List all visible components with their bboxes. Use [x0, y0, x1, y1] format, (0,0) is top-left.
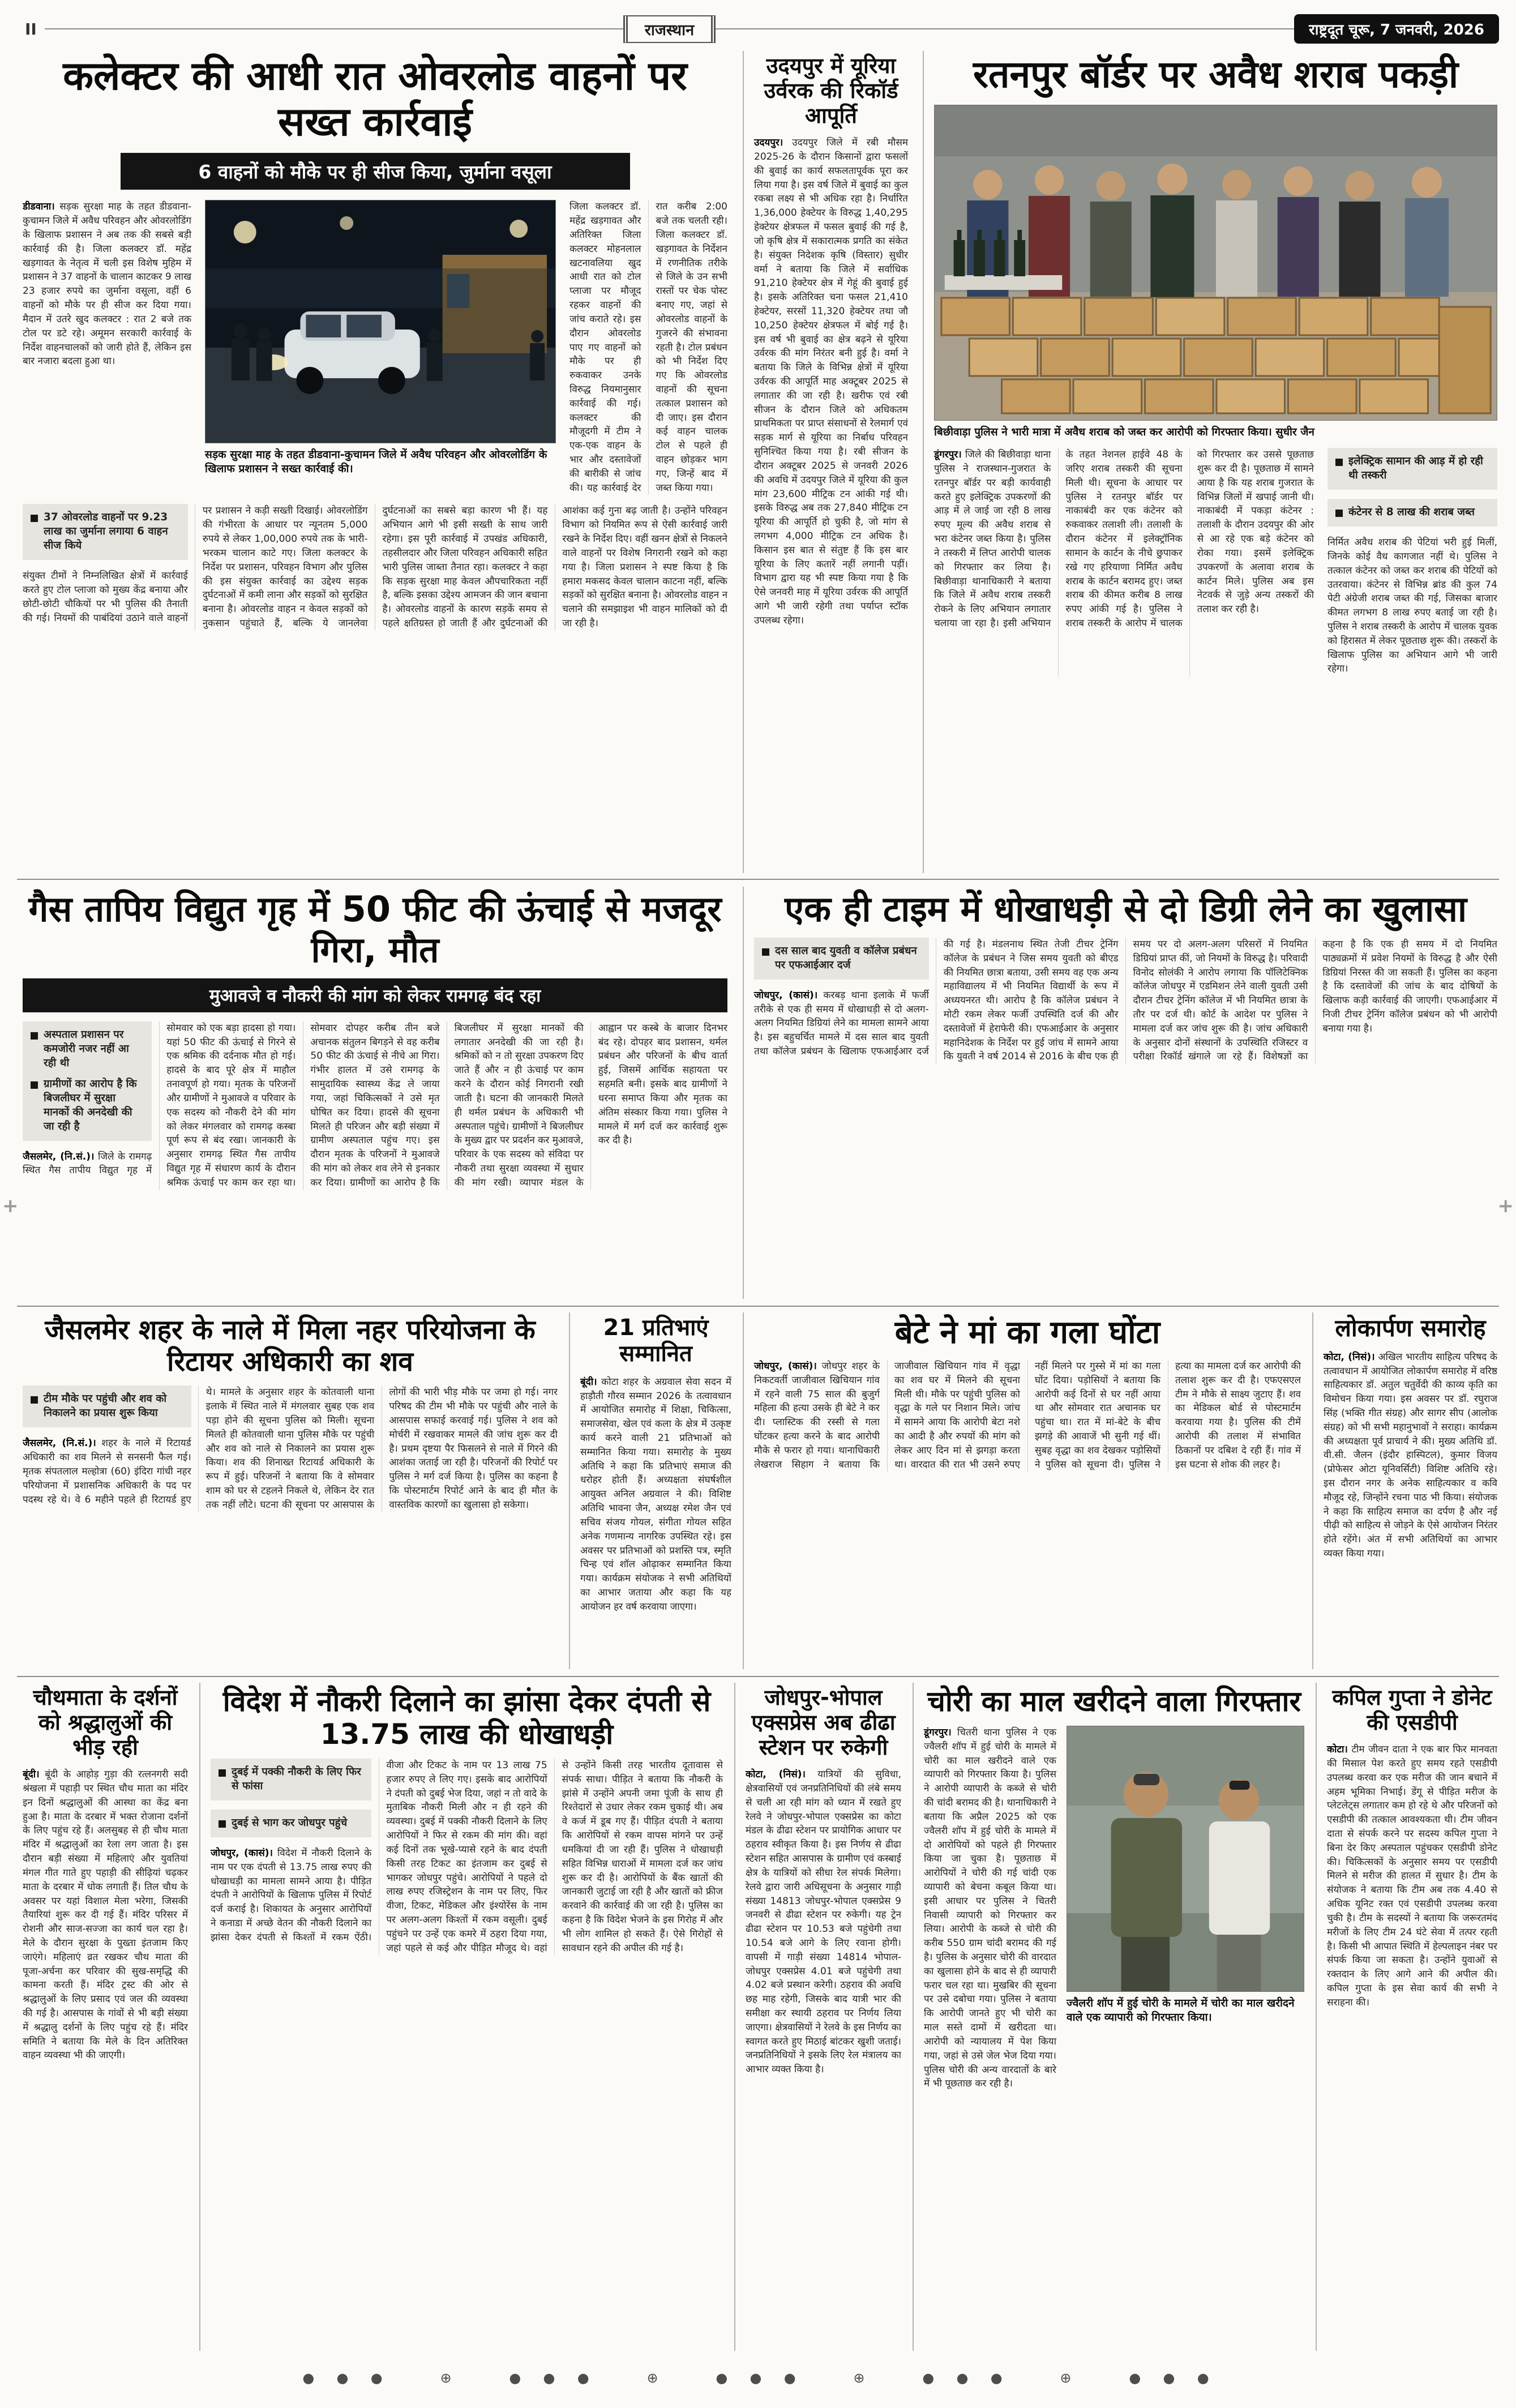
police-liquor-scene — [935, 105, 1497, 420]
article-body-in-drain — [23, 1312, 558, 1669]
arrested-trader-scene — [1067, 1726, 1304, 1991]
headline: विदेश में नौकरी दिलाने का झांसा देकर दंपती से 13.75 लाख की धोखाधड़ी — [222, 1685, 711, 1751]
article-chauth-mata — [23, 1683, 188, 2351]
edition-date: राष्ट्रदूत चूरू, 7 जनवरी, 2026 — [1294, 14, 1499, 44]
article-book-launch — [1312, 1312, 1497, 1669]
body-text: जिला कलक्टर डॉ. महेंद्र खड़गावत और अतिरिक्त जिला कलक्टर मोहनलाल खटनावलिया खुद आधी रात को टोल प्लाजा पर मौजूद रहकर वाहनों की जांच कराते रहे। इस दौरान ओवरलोड पाए गए वाहनों को मौके पर ही रुकवाकर उनके विरुद्ध नियमानुसार कार्रवाई की गई। कलक्टर की मौजूदगी में टीम ने एक-एक वाहन के भार और दस्तावेजों की बारीकी से जांच की। यह कार्रवाई देर रात करीब 2:00 बजे तक चलती रही। जिला कलक्टर डॉ. खड़गावत के निर्देशन में रणनीतिक तरीके से जिले के उन सभी रास्तों पर चेक पोस्ट बनाए गए, जहां से ओवरलोड वाहनों के गुजरने की संभावना रहती है। टोल प्रबंधन को भी निर्देश दिए गए कि ओवरलोड वाहनों की सूचना तत्काल प्रशासन को दी जाए। इस दौरान कई वाहन चालक टोल से पहले ही वाहन छोड़कर भाग गए, जिन्हें बाद में जब्त किया गया। — [569, 201, 727, 494]
article-urea-supply — [743, 51, 908, 873]
body-text: जिले के रामगढ़ स्थित गैस तापीय विद्युत गृह में सोमवार को एक बड़ा हादसा हो गया। यहां 50 फीट की ऊंचाई से गिरने से एक श्रमिक की दर्दनाक मौत हो गई। हादसे के बाद पूरे क्षेत्र में माहौल तनावपूर्ण हो गया। मृतक के परिजनों और ग्रामीणों ने मुआवजे व परिवार के एक सदस्य को नौकरी देने की मांग को लेकर मंगलवार को रामगढ़ कस्बा पूर्ण रूप से बंद रखा। जानकारी के अनुसार रामगढ़ स्थित गैस तापीय विद्युत गृह में संधारण कार्य के दौरान श्रमिक ऊंचाई पर काम कर रहा था। सोमवार दोपहर करीब तीन बजे अचानक संतुलन बिगड़ने से वह करीब 50 फीट की ऊंचाई से नीचे आ गिरा। गंभीर हालत में उसे रामगढ़ के सामुदायिक स्वास्थ्य केंद्र ले जाया गया, जहां चिकित्सकों ने उसे मृत घोषित कर दिया। हादसे की सूचना मिलते ही परिजन और बड़ी संख्या में ग्रामीण अस्पताल पहुंच गए। इस दौरान मृतक के परिजनों ने मुआवजे की मांग को लेकर शव लेने से इनकार कर दिया। ग्रामीणों का आरोप है कि बिजलीघर में सुरक्षा मानकों की लगातार अनदेखी की जा रही है। श्रमिकों को न तो सुरक्षा उपकरण दिए जाते हैं और न ही ऊंचाई पर काम करने के दौरान कोई निगरानी रखी जाती है। घटना की जानकारी मिलते ही थर्मल प्रबंधन के अधिकारी भी अस्पताल पहुंचे। ग्रामीणों ने बिजलीघर के मुख्य द्वार पर प्रदर्शन कर मुआवजे, परिवार के एक सदस्य को संविदा पर नौकरी तथा सुरक्षा व्यवस्था में सुधार की मांग रखी। व्यापार मंडल के आह्वान पर कस्बे के बाजार दिनभर बंद रहे। दोपहर बाद प्रशासन, थर्मल प्रबंधन और परिजनों के बीच वार्ता हुई, जिसमें आर्थिक सहायता पर सहमति बनी। इसके बाद ग्रामीणों ने धरना समाप्त किया और मृतक का अंतिम संस्कार किया गया। पुलिस ने मामले में मर्ग दर्ज कर कार्रवाई शुरू कर दी है। — [23, 1022, 727, 1188]
arrest-photo — [1067, 1726, 1304, 2091]
headline: लोकार्पण समारोह — [1335, 1314, 1486, 1342]
headline: चौथमाता के दर्शनों को श्रद्धालुओं की भीड़ रही — [33, 1685, 178, 1760]
dateline: बूंदी। — [23, 1769, 40, 1781]
dateline: कोटा। — [1327, 1744, 1348, 1756]
dateline: डूंगरपुर। — [924, 1727, 952, 1738]
article-body — [23, 1021, 727, 1190]
square-bullet-icon — [31, 1396, 38, 1404]
headline: जोधपुर-भोपाल एक्सप्रेस अब ढीढा स्टेशन पर रुकेगी — [751, 1685, 896, 1760]
crop-mark-right: + — [1497, 1195, 1514, 1217]
headline: चोरी का माल खरीदने वाला गिरफ्तार — [927, 1685, 1301, 1718]
highlight-text: दस साल बाद युवती व कॉलेज प्रबंधन पर एफआईआर दर्ज — [775, 944, 917, 971]
page-number: II — [17, 20, 45, 39]
highlight-box — [23, 1385, 191, 1427]
dateline: कोटा, (निसं)। — [1324, 1351, 1375, 1363]
highlight-text: टीम मौके पर पहुंची और शव को निकालने का प्रयास शुरू किया — [44, 1393, 167, 1419]
body-text: कोटा शहर के अग्रवाल सेवा सदन में हाड़ौती गौरव सम्मान 2026 के तत्वावधान में आयोजित समारोह में शिक्षा, चिकित्सा, समाजसेवा, खेल एवं कला के क्षेत्र में उत्कृष्ट कार्य करने वाली 21 प्रतिभाओं को सम्मानित किया गया। समारोह के मुख्य अतिथि ने कहा कि प्रतिभाएं समाज की धरोहर होती हैं। अध्यक्षता संघर्षशील आयुक्त अनिल अग्रवाल ने की। विशिष्ट अतिथि भावना जैन, अध्यक्ष रमेश जैन एवं सचिव संजय गोयल, संगीता गोयल सहित अनेक गणमान्य नागरिक उपस्थित रहे। इस अवसर पर प्रतिभाओं को प्रशस्ति पत्र, स्मृति चिन्ह एवं शॉल ओढ़ाकर सम्मानित किया गया। कार्यक्रम संयोजक ने सभी अतिथियों का आभार जताया और कहा कि यह आयोजन हर वर्ष करवाया जाएगा। — [580, 1376, 731, 1613]
article-body — [754, 938, 1497, 1064]
highlight-text: अस्पताल प्रशासन पर कमजोरी नजर नहीं आ रही थी — [44, 1028, 129, 1069]
dateline: जोधपुर, (कासं)। — [754, 1360, 817, 1372]
highlight-box — [23, 1021, 152, 1141]
highlight-box — [23, 504, 188, 560]
headline: गैस तापिय विद्युत गृह में 50 फीट की ऊंचाई से मजदूर गिरा, मौत — [28, 888, 722, 970]
body-text: करबड़ थाना इलाके में फर्जी तरीके से एक ही समय में धोखाधड़ी से दो अलग-अलग नियमित डिग्रियां लेने का मामला सामने आया है। इस बहुचर्चित मामले में दस साल बाद युवती तथा कॉलेज प्रबंधन के खिलाफ एफआईआर दर्ज की गई है। मंडलनाथ स्थित तेजी टीचर ट्रेनिंग कॉलेज के प्रबंधन ने जिस समय युवती को बीएड की नियमित छात्रा बताया, उसी समय वह एक अन्य महाविद्यालय में भी नियमित विद्यार्थी के रूप में अध्ययनरत थी। आरोप है कि कॉलेज प्रबंधन ने मोटी रकम लेकर फर्जी उपस्थिति दर्ज की और दस्तावेजों में हेराफेरी की। एफआईआर के अनुसार महानिदेशक के निर्देश पर हुई जांच में सामने आया कि युवती ने वर्ष 2014 से 2016 के बीच एक ही समय पर दो अलग-अलग परिसरों में नियमित डिग्रियां प्राप्त कीं, जो नियमों के विरुद्ध है। परिवादी विनोद सोलंकी ने आरोप लगाया कि पॉलिटेक्निक कॉलेज जोधपुर में एडमिशन लेने वाली युवती उसी दौरान टीचर ट्रेनिंग कॉलेज में भी नियमित छात्रा के तौर पर दर्ज थी। कोर्ट के आदेश पर पुलिस ने मामला दर्ज कर जांच शुरू की है। जांच अधिकारी के अनुसार दोनों संस्थानों के उपस्थिति रजिस्टर व परीक्षा रिकॉर्ड खंगाले जा रहे हैं। विशेषज्ञों का कहना है कि एक ही समय में दो नियमित पाठ्यक्रमों में प्रवेश नियमों के विरुद्ध है और ऐसी डिग्रियां निरस्त की जा सकती हैं। पुलिस का कहना है कि दस्तावेजों की जांच के बाद दोषियों के खिलाफ कड़ी कार्रवाई की जाएगी। एफआईआर में निजी टीचर ट्रेनिंग कॉलेज प्रबंधन को भी आरोपी बनाया गया है। — [754, 938, 1497, 1063]
dateline: जोधपुर, (कासं)। — [754, 989, 818, 1001]
body-text: निर्मित अवैध शराब की पेटियां भरी हुई मिलीं, जिनके कोई वैध कागजात नहीं थे। पुलिस ने तत्काल कंटेनर को जब्त कर शराब की पेटियों को उतरवाया। कंटेनर से विभिन्न ब्रांड की कुल 74 पेटी अंग्रेजी शराब जब्त की गई, जिसका बाजार कीमत लगभग 8 लाख रुपए बताई जा रही है। पुलिस ने शराब तस्करी के आरोप में चालक युवक को हिरासत में लेकर पूछताछ शुरू की। तस्करों के खिलाफ पुलिस का अभियान आगे भी जारी रहेगा। — [1327, 537, 1497, 675]
highlight-text: ग्रामीणों का आरोप है कि बिजलीघर में सुरक्षा मानकों की अनदेखी की जा रही है — [44, 1077, 137, 1132]
highlight-row — [31, 1028, 144, 1071]
crop-mark-left: + — [2, 1195, 19, 1217]
article-body — [1327, 536, 1497, 676]
article-body — [754, 1359, 1301, 1472]
headline: जैसलमेर शहर के नाले में मिला नहर परियोजना के रिटायर अधिकारी का शव — [45, 1314, 536, 1378]
article-mother-murder — [743, 1312, 1301, 1669]
body-text: बूंदी के आहोड़ गुड़ा की रत्लनगरी सदी श्रंखला में पहाड़ी पर स्थित चौथ माता का मंदिर इन दिनों श्रद्धालुओं की आस्था का केंद्र बना हुआ है। माता के दरबार में भक्त रोजाना दर्शनों के लिए पहुंच रहे हैं। अलसुबह से ही चौथ माता मंदिर में श्रद्धालुओं का रेला लग जाता है। इस दौरान बड़ी संख्या में महिलाएं और युवतियां मंगल गीत गाते हुए पहाड़ी की सीढ़ियां चढ़कर माता के दरबार में धोक लगाती हैं। तिल चौथ के अवसर पर यहां विशाल मेला भरेगा, जिसकी तैयारियां शुरू कर दी गई हैं। मंदिर परिसर में रोशनी और साज-सज्जा का कार्य चल रहा है। मेले के दौरान सुरक्षा के पुख्ता इंतजाम किए जाएंगे। महिलाएं व्रत रखकर चौथ माता की पूजा-अर्चना कर परिवार की सुख-समृद्धि की कामना करती हैं। मंदिर ट्रस्ट की ओर से श्रद्धालुओं के लिए प्रसाद एवं जल की व्यवस्था की गई है। आसपास के गांवों से भी बड़ी संख्या में श्रद्धालु दर्शनों के लिए पहुंच रहे हैं। मंदिर समिति ने बताया कि मेले के दिन अतिरिक्त वाहन व्यवस्था भी की जाएगी। — [23, 1769, 188, 2061]
highlight-text: दुबई से भाग कर जोधपुर पहुंचे — [232, 1816, 348, 1829]
dateline: डूंगरपुर। — [934, 449, 962, 461]
article-body — [211, 1759, 723, 1955]
highlight-box — [754, 938, 929, 980]
article-talents-honoured — [569, 1312, 731, 1669]
body-text: विदेश में नौकरी दिलाने के नाम पर एक दंपती से 13.75 लाख रुपए की धोखाधड़ी का मामला सामने आया है। पीड़ित दंपती ने आरोपियों के खिलाफ पुलिस में रिपोर्ट दर्ज कराई है। शिकायत के अनुसार आरोपियों ने कनाडा में अच्छे वेतन की नौकरी दिलाने का झांसा देकर दंपती से किश्तों में रकम ऐंठी। वीजा और टिकट के नाम पर 13 लाख 75 हजार रुपए ले लिए गए। इसके बाद आरोपियों ने दंपती को दुबई भेज दिया, जहां न तो वादे के मुताबिक नौकरी मिली और न ही रहने की व्यवस्था। दुबई में पक्की नौकरी दिलाने के लिए आरोपियों ने फिर से रकम की मांग की। वहां कई दिनों तक भूखे-प्यासे रहने के बाद दंपती किसी तरह टिकट का इंतजाम कर दुबई से भागकर जोधपुर पहुंचे। आरोपियों ने पहले दो लाख रुपए रजिस्ट्रेशन के नाम पर लिए, फिर वीजा, टिकट, मेडिकल और इंश्योरेंस के नाम पर अलग-अलग किश्तों में रकम वसूली। दुबई पहुंचने पर उन्हें एक कमरे में ठहरा दिया गया, जहां पहले से कई और पीड़ित मौजूद थे। वहां से उन्होंने किसी तरह भारतीय दूतावास से संपर्क साधा। पीड़ित ने बताया कि नौकरी के झांसे में उन्होंने अपनी जमा पूंजी के साथ ही रिश्तेदारों से उधार लेकर रकम चुकाई थी। अब वे कर्ज में डूब गए हैं। पीड़ित दंपती ने बताया कि आरोपियों से रकम वापस मांगने पर उन्हें धमकियां दी जा रही हैं। पुलिस ने धोखाधड़ी सहित विभिन्न धाराओं में मामला दर्ज कर जांच शुरू कर दी है। आरोपियों के बैंक खातों की जानकारी जुटाई जा रही है और खातों को फ्रीज करवाने की कार्रवाई की जा रही है। पुलिस का कहना है कि विदेश भेजने के इस गिरोह में और भी लोग शामिल हो सकते हैं। ऐसे गिरोहों से सावधान रहने की अपील की गई है। — [211, 1760, 723, 1954]
dateline: कोटा, (निसं)। — [746, 1769, 806, 1781]
section-rule — [17, 1306, 1499, 1307]
dateline: जैसलमेर, (नि.सं.)। — [23, 1150, 95, 1162]
square-bullet-icon — [31, 1032, 38, 1040]
highlight-box — [1327, 499, 1497, 527]
article-overload-action — [23, 51, 727, 873]
square-bullet-icon — [1335, 510, 1343, 517]
square-bullet-icon — [219, 1769, 226, 1777]
masthead — [17, 15, 1499, 43]
photo-frame — [934, 105, 1497, 421]
highlight-text: कंटेनर से 8 लाख की शराब जब्त — [1348, 506, 1475, 519]
square-bullet-icon — [31, 515, 38, 522]
article-body — [754, 136, 908, 627]
photo-caption: सड़क सुरक्षा माह के तहत डीडवाना-कुचामन जिले में अवैध परिवहन और ओवरलोडिंग के खिलाफ प्रशासन ने सख्त कार्रवाई की। — [205, 448, 547, 476]
section-rule — [17, 1676, 1499, 1677]
headline: 21 प्रतिभाएं सम्मानित — [603, 1315, 709, 1367]
article-body — [580, 1375, 731, 1614]
body-text: जोधपुर शहर के निकटवर्ती जाजीवाल खिचियान गांव में रहने वाली 75 साल की बुजुर्ग महिला की हत्या उसके ही बेटे ने कर दी। प्लास्टिक की रस्सी से गला घोंटकर हत्या करने के बाद आरोपी मौके से फरार हो गया। थानाधिकारी लेखराज सिहाग ने बताया कि जाजीवाल खिचियान गांव में वृद्धा का शव घर में मिलने की सूचना मिली थी। मौके पर पहुंची पुलिस को वृद्धा के गले पर निशान मिले। जांच में सामने आया कि आरोपी बेटा नशे का आदी है और रुपयों की मांग को लेकर आए दिन मां से झगड़ा करता था। वारदात की रात भी उसने रुपए नहीं मिलने पर गुस्से में मां का गला घोंट दिया। पड़ोसियों ने बताया कि आरोपी कई दिनों से घर नहीं आया था और सोमवार रात अचानक घर पहुंचा था। रात में मां-बेटे के बीच झगड़े की आवाजें भी सुनी गई थीं। सुबह वृद्धा का शव देखकर पड़ोसियों ने पुलिस को सूचना दी। पुलिस ने हत्या का मामला दर्ज कर आरोपी की तलाश शुरू कर दी है। एफएसएल टीम ने मौके से साक्ष्य जुटाए हैं। शव का मेडिकल बोर्ड से पोस्टमार्टम करवाया गया है। पुलिस की टीमें आरोपी की तलाश में संभावित ठिकानों पर दबिश दे रही हैं। गांव में इस घटना से शोक की लहर है। — [754, 1360, 1301, 1470]
body-text: अखिल भारतीय साहित्य परिषद के तत्वावधान में आयोजित लोकार्पण समारोह में वरिष्ठ साहित्यकार डॉ. अतुल चतुर्वेदी की काव्य कृति का विमोचन किया गया। इस अवसर पर डॉ. रघुराज सिंह (भक्ति गीत संग्रह) और सागर सीप (आलोक संग्रह) को भी सभी महानुभावों ने सराहा। कार्यक्रम की अध्यक्षता पूर्व प्राचार्य ने की। मुख्य अतिथि डॉ. वी.सी. जैलन (इंदौर हास्पिटल), कुमार विजय (प्रोफेसर ओटा यूनिवर्सिटी) विशिष्ट अतिथि रहे। इस दौरान नगर के अनेक साहित्यकार व कवि मौजूद रहे, जिन्होंने रचना पाठ भी किया। संयोजक ने कहा कि साहित्य समाज का दर्पण है और नई पीढ़ी को साहित्य से जोड़ने के ऐसे आयोजन निरंतर होते रहेंगे। अंत में सभी अतिथियों का आभार व्यक्त किया गया। — [1324, 1351, 1497, 1560]
article-worker-death — [23, 887, 727, 1299]
body-text: शहर के नाले में रिटायर्ड अधिकारी का शव मिलने से सनसनी फैल गई। मृतक संपतलाल मल्होत्रा (60) इंदिरा गांधी नहर परियोजना में प्रशासनिक अधिकारी के पद पर पदस्थ रहे थे। वे 6 महीने पहले ही रिटायर्ड हुए थे। मामले के अनुसार शहर के कोतवाली थाना इलाके में स्थित नाले में मंगलवार सुबह एक शव पड़ा होने की सूचना पुलिस को मिली। सूचना मिलते ही कोतवाली थाना पुलिस मौके पर पहुंची और शव को नाले से निकालने का प्रयास शुरू किया। शव की शिनाख्त रिटायर्ड अधिकारी के रूप में हुई। परिजनों ने बताया कि वे सोमवार शाम को घर से टहलने निकले थे, लेकिन देर रात तक नहीं लौटे। घटना की सूचना पर आसपास के लोगों की भारी भीड़ मौके पर जमा हो गई। नगर परिषद की टीम भी मौके पर पहुंची और नाले के आसपास सफाई करवाई गई। पुलिस ने शव को मोर्चरी में रखवाकर मामले की जांच शुरू कर दी है। प्रथम दृष्टया पैर फिसलने से नाले में गिरने की आशंका जताई जा रही है। परिजनों की रिपोर्ट पर पुलिस ने मर्ग दर्ज किया है। पुलिस का कहना है कि पोस्टमार्टम रिपोर्ट आने के बाद ही मौत के वास्तविक कारणों का खुलासा हो सकेगा। — [23, 1387, 558, 1511]
body-text: उदयपुर जिले में रबी मौसम 2025-26 के दौरान किसानों द्वारा फसलों की बुवाई का कार्य सफलतापूर्वक पूरा कर लिया गया है। इस वर्ष जिले में बुवाई का कुल रकबा लक्ष्य से भी अधिक रहा है। निर्धारित 1,36,000 हेक्टेयर के विरुद्ध 1,40,295 हेक्टेयर क्षेत्रफल में फसल बुवाई की गई है, जो कृषि क्षेत्र में सकारात्मक प्रगति का संकेत है। संयुक्त निदेशक कृषि (विस्तार) सुधीर वर्मा ने बताया कि जिले में सर्वाधिक 91,210 हेक्टेयर क्षेत्र में गेहूं की बुवाई हुई है। इसके अतिरिक्त चना फसल 21,410 हेक्टेयर, सरसों 11,320 हेक्टेयर तथा जौ 10,250 हेक्टेयर क्षेत्रफल में बोई गई है। इस वर्ष भी बुवाई का क्षेत्र बढ़ने से यूरिया उर्वरक की मांग निरंतर बनी हुई है। वर्मा ने बताया कि जिले के विभिन्न क्षेत्रों में यूरिया उर्वरक की आपूर्ति माह अक्टूबर 2025 से लगातार की जा रही है। खरीफ एवं रबी सीजन के दौरान जिले को अधिकतम प्राथमिकता पर प्राप्त संसाधनों से रेलमार्ग एवं सड़क मार्ग से यूरिया का निर्बाध परिवहन सुनिश्चित किया गया है। रबी सीजन के दौरान अक्टूबर 2025 से जनवरी 2026 की अवधि में उदयपुर जिले में यूरिया की कुल मांग 23,600 मीट्रिक टन आंकी गई थी। इसके विरुद्ध अब तक 27,840 मीट्रिक टन यूरिया की आपूर्ति हो चुकी है, जो मांग से लगभग 4,000 मीट्रिक टन अधिक है। किसान इस बात से संतुष्ट हैं कि इस बार यूरिया के लिए कतारें नहीं लगानी पड़ीं। विभाग द्वारा यह भी स्पष्ट किया गया है कि ऐसे जनवरी माह में यूरिया उर्वरक की आपूर्ति आगे भी जारी रहेगी तथा पर्याप्त स्टॉक उपलब्ध रहेगा। — [754, 137, 908, 626]
highlight-text: इलेक्ट्रिक सामान की आड़ में हो रही थी तस्करी — [1348, 455, 1483, 482]
article-body — [1324, 1350, 1497, 1561]
subhead-bar: मुआवजे व नौकरी की मांग को लेकर रामगढ़ बंद रहा — [23, 978, 727, 1012]
headline: बेटे ने मां का गला घोंटा — [894, 1314, 1160, 1351]
highlight-box — [1327, 448, 1497, 490]
registration-marks: ● ● ● ⊕ ● ● ● ⊕ ● ● ● ⊕ ● ● ● ⊕ ● ● ● — [302, 2370, 1214, 2386]
body-text: टीम जीवन दाता ने एक बार फिर मानवता की मिसाल पेश करते हुए समय रहते एसडीपी उपलब्ध करवा कर एक मरीज की जान बचाने में अहम भूमिका निभाई। डेंगू से पीड़ित मरीज के प्लेटलेट्स लगातार कम हो रहे थे और परिजनों को एसडीपी की तत्काल आवश्यकता थी। टीम जीवन दाता से संपर्क करने पर सदस्य कपिल गुप्ता ने बिना देर किए अस्पताल पहुंचकर एसडीपी डोनेट की। चिकित्सकों के अनुसार समय पर एसडीपी मिलने से मरीज की हालत में सुधार है। टीम के संयोजक ने बताया कि टीम अब तक 4.40 से अधिक यूनिट रक्त एवं एसडीपी उपलब्ध करवा चुकी है। टीम के सदस्यों ने बताया कि जरूरतमंद मरीजों के लिए टीम 24 घंटे सेवा में तत्पर रहती है। किसी भी आपात स्थिति में हेल्पलाइन नंबर पर संपर्क किया जा सकता है। उन्होंने युवाओं से रक्तदान के लिए आगे आने की अपील की। कपिल गुप्ता के इस सेवा कार्य की सभी ने सराहना की। — [1327, 1744, 1497, 2008]
square-bullet-icon — [31, 1081, 38, 1089]
headline: कलेक्टर की आधी रात ओवरलोड वाहनों पर सख्त कार्रवाई — [63, 53, 687, 146]
dateline: डीडवाना। — [23, 201, 55, 213]
article-body — [23, 1385, 558, 1512]
square-bullet-icon — [219, 1820, 226, 1828]
region-label: राजस्थान — [623, 15, 716, 43]
headline: एक ही टाइम में धोखाधड़ी से दो डिग्री लेने का खुलासा — [785, 888, 1467, 930]
article-body — [924, 1726, 1056, 2091]
subhead-bar: 6 वाहनों को मौके पर ही सीज किया, जुर्माना वसूला — [121, 153, 630, 190]
article-body — [569, 200, 727, 495]
highlight-text: 37 ओवरलोड वाहनों पर 9.23 लाख का जुर्माना लगाया 6 वाहन सीज किये — [44, 511, 168, 552]
article-rail — [1327, 448, 1497, 676]
square-bullet-icon — [762, 948, 769, 956]
headline: रतनपुर बॉर्डर पर अवैध शराब पकड़ी — [973, 53, 1459, 96]
article-body — [23, 504, 727, 630]
headline: कपिल गुप्ता ने डोनेट की एसडीपी — [1332, 1685, 1492, 1735]
highlight-box — [211, 1759, 371, 1800]
body-text: जिले की बिछीवाड़ा थाना पुलिस ने राजस्थान-गुजरात के रतनपुर बॉर्डर पर बड़ी कार्यवाही करते हुए इलेक्ट्रिक उपकरणों की आड़ में ले जाई जा रही 8 लाख रुपए मूल्य की अवैध शराब से भरा कंटेनर जब्त किया है। पुलिस ने तस्करी में लिप्त आरोपी चालक को गिरफ्तार कर लिया है। बिछीवाड़ा थानाधिकारी ने बताया कि जिले में अवैध शराब तस्करी रोकने के लिए अभियान लगातार चलाया जा रहा है। इसी अभियान के तहत नेशनल हाईवे 48 के जरिए शराब तस्करी की सूचना मिली थी। सूचना के आधार पर पुलिस ने रतनपुर बॉर्डर पर नाकाबंदी कर एक कंटेनर को रुकवाकर तलाशी ली। तलाशी के दौरान कंटेनर में इलेक्ट्रॉनिक सामान के कार्टन के नीचे छुपाकर रखे गए हरियाणा निर्मित अवैध शराब के कार्टन बरामद हुए। जब्त शराब की कीमत करीब 8 लाख रुपए आंकी गई है। पुलिस ने शराब तस्करी के आरोप में चालक को गिरफ्तार कर उससे पूछताछ शुरू कर दी है। पूछताछ में सामने आया है कि यह शराब गुजरात के विभिन्न जिलों में खपाई जानी थी। नाकाबंदी में पकड़ा कंटेनर : तलाशी के दौरान उदयपुर की ओर से आ रहे एक बड़े कंटेनर को रोका गया। इसमें इलेक्ट्रिक उपकरणों के अलावा शराब के कार्टन मिले। पुलिस अब इस नेटवर्क से जुड़े अन्य तस्करों की तलाश कर रही है। — [934, 449, 1314, 629]
article-body — [1327, 1743, 1497, 2009]
section-rule — [17, 879, 1499, 880]
dateline: जोधपुर, (कासं)। — [211, 1847, 273, 1859]
highlight-box — [211, 1810, 371, 1837]
article-liquor-seizure — [923, 51, 1497, 873]
article-body — [934, 448, 1314, 676]
photo-caption: बिछीवाड़ा पुलिस ने भारी मात्रा में अवैध शराब को जब्त कर आरोपी को गिरफ्तार किया। सुधीर जैन — [934, 425, 1314, 438]
article-body — [23, 200, 191, 495]
body-text: संयुक्त टीमों ने निम्नलिखित क्षेत्रों में कार्रवाई करते हुए टोल प्लाजा को मुख्य केंद्र बनाया और छोटी-छोटी चौकियों पर भी पुलिस की तैनाती की गई। नियमों की पाबंदियां उठाने वाले वाहनों पर प्रशासन ने कड़ी सख्ती दिखाई। ओवरलोडिंग की गंभीरता के आधार पर न्यूनतम 5,000 रुपये से लेकर 1,00,000 रुपये तक के भारी-भरकम चालान काटे गए। जिला कलक्टर के निर्देश पर प्रशासन, परिवहन विभाग और पुलिस की इस संयुक्त कार्रवाई का उद्देश्य सड़क दुर्घटनाओं में कमी लाना और सड़कों को सुरक्षित बनाना है। ओवरलोड वाहन न केवल सड़कों को नुकसान पहुंचाते हैं, बल्कि ये जानलेवा दुर्घटनाओं का सबसे बड़ा कारण भी हैं। यह अभियान आगे भी इसी सख्ती के साथ जारी रहेगा। इस पूरी कार्रवाई में उपखंड अधिकारी, तहसीलदार और जिला परिवहन अधिकारी सहित भारी पुलिस जाब्ता तैनात रहा। कलक्टर ने कहा कि सड़क सुरक्षा माह केवल औपचारिकता नहीं है, बल्कि इसका उद्देश्य आमजन की जान बचाना है। ओवरलोड वाहनों के कारण सड़कें समय से पहले क्षतिग्रस्त हो जाती हैं और दुर्घटनाओं की आशंका कई गुना बढ़ जाती है। उन्होंने परिवहन विभाग को नियमित रूप से ऐसी कार्रवाई जारी रखने के निर्देश दिए। वहीं खनन क्षेत्रों से निकलने वाले वाहनों पर विशेष निगरानी रखने को कहा गया है। जिला प्रशासन ने स्पष्ट किया है कि हमारा मकसद केवल चालान काटना नहीं, बल्कि सड़कों को सुरक्षित बनाना है। ओवरलोड वाहन न चलाने की समझाइश भी वाहन मालिकों को दी जा रही है। — [23, 505, 727, 629]
body-text: चितरी थाना पुलिस ने एक ज्वैलरी शॉप में हुई चोरी के मामले में चोरी का माल खरीदने वाले एक व्यापारी को गिरफ्तार किया है। पुलिस ने आरोपी व्यापारी के कब्जे से चोरी की चांदी बरामद की है। थानाधिकारी ने बताया कि अप्रैल 2025 को एक ज्वैलरी शॉप में हुई चोरी के मामले में दो आरोपियों को पहले ही गिरफ्तार किया जा चुका है। पूछताछ में आरोपियों ने चोरी की गई चांदी एक व्यापारी को बेचना कबूल किया था। इसी आधार पर पुलिस ने चितरी निवासी व्यापारी को गिरफ्तार कर लिया। आरोपी के कब्जे से चोरी की करीब 550 ग्राम चांदी बरामद की गई है। पुलिस के अनुसार चोरी की वारदात का खुलासा होने के बाद से ही व्यापारी फरार चल रहा था। मुखबिर की सूचना पर उसे दबोचा गया। पुलिस ने बताया कि आरोपी जानते हुए भी चोरी का माल सस्ते दामों में खरीदता था। आरोपी को न्यायालय में पेश किया गया, जहां से उसे जेल भेज दिया गया। पुलिस चोरी की अन्य वारदातों के बारे में भी पूछताछ कर रही है। — [924, 1727, 1056, 2090]
headline: उदयपुर में यूरिया उर्वरक की रिकॉर्ड आपूर्ति — [764, 53, 898, 129]
liquor-seizure-photo — [934, 105, 1497, 439]
photo-frame — [205, 200, 556, 443]
body-text: यात्रियों की सुविधा, क्षेत्रवासियों एवं जनप्रतिनिधियों की लंबे समय से चली आ रही मांग को ध्यान में रखते हुए रेलवे ने जोधपुर-भोपाल एक्सप्रेस का कोटा मंडल के ढीढा स्टेशन पर प्रायोगिक आधार पर ठहराव स्वीकृत किया है। इस निर्णय से ढीढा स्टेशन सहित आसपास के ग्रामीण एवं कस्बाई क्षेत्र के यात्रियों को सीधा रेल संपर्क मिलेगा। रेलवे द्वारा जारी अधिसूचना के अनुसार गाड़ी संख्या 14813 जोधपुर-भोपाल एक्सप्रेस 9 जनवरी से ढीढा स्टेशन पर रुकेगी। यह ट्रेन ढीढा स्टेशन पर 10.53 बजे पहुंचेगी तथा 10.54 बजे आगे के लिए रवाना होगी। वापसी में गाड़ी संख्या 14814 भोपाल-जोधपुर एक्सप्रेस 4.01 बजे पहुंचेगी तथा 4.02 बजे प्रस्थान करेगी। ठहराव की अवधि छह माह रहेगी, जिसके बाद यात्री भार की समीक्षा कर स्थायी ठहराव पर निर्णय लिया जाएगा। क्षेत्रवासियों ने रेलवे के इस निर्णय का स्वागत करते हुए मिठाई बांटकर खुशी जताई। जनप्रतिनिधियों ने इसके लिए रेल मंत्रालय का आभार व्यक्त किया है। — [746, 1769, 901, 2076]
article-sdp-donation — [1316, 1683, 1497, 2351]
square-bullet-icon — [1335, 459, 1343, 466]
body-text: सड़क सुरक्षा माह के तहत डीडवाना-कुचामन जिले में अवैध परिवहन और ओवरलोडिंग के खिलाफ प्रशासन ने अब तक की सबसे बड़ी कार्रवाई की है। जिला कलक्टर डॉ. महेंद्र खड़गावत के नेतृत्व में चली इस विशेष मुहिम में प्रशासन ने 37 वाहनों के चालान काटकर 9 लाख 23 हजार रुपये का जुर्माना वसूला, वहीं 6 वाहनों को मौके पर ही सीज कर दिया गया। मैदान में उतरे खुद कलक्टर : रात 2 बजे तक टोल पर डटे रहे। अमूमन सरकारी कार्रवाई के निर्देश वाहनचालकों को जारी होते हैं, लेकिन इस बार नजारा बदला हुआ था। — [23, 201, 192, 367]
article-body — [746, 1768, 901, 2077]
night-enforcement-scene — [205, 200, 555, 443]
photo-frame — [1067, 1726, 1304, 1992]
photo-caption: ज्वैलरी शॉप में हुई चोरी के मामले में चोरी का माल खरीदने वाले एक व्यापारी को गिरफ्तार किया। — [1067, 1997, 1295, 2024]
article-stolen-goods-arrest — [913, 1683, 1304, 2351]
article-body — [23, 1768, 188, 2063]
article-train-halt — [734, 1683, 901, 2351]
article-degree-fraud — [743, 887, 1497, 1299]
masthead-rule — [17, 28, 1499, 29]
dateline: बूंदी। — [580, 1376, 597, 1388]
article-job-fraud — [199, 1683, 723, 2351]
dateline: उदयपुर। — [754, 137, 783, 149]
highlight-text: दुबई में पक्की नौकरी के लिए फिर से फांसा — [232, 1766, 361, 1792]
dateline: जैसलमेर, (नि.सं.)। — [23, 1438, 96, 1449]
highlight-row — [31, 1077, 144, 1134]
overload-night-photo — [205, 200, 556, 495]
